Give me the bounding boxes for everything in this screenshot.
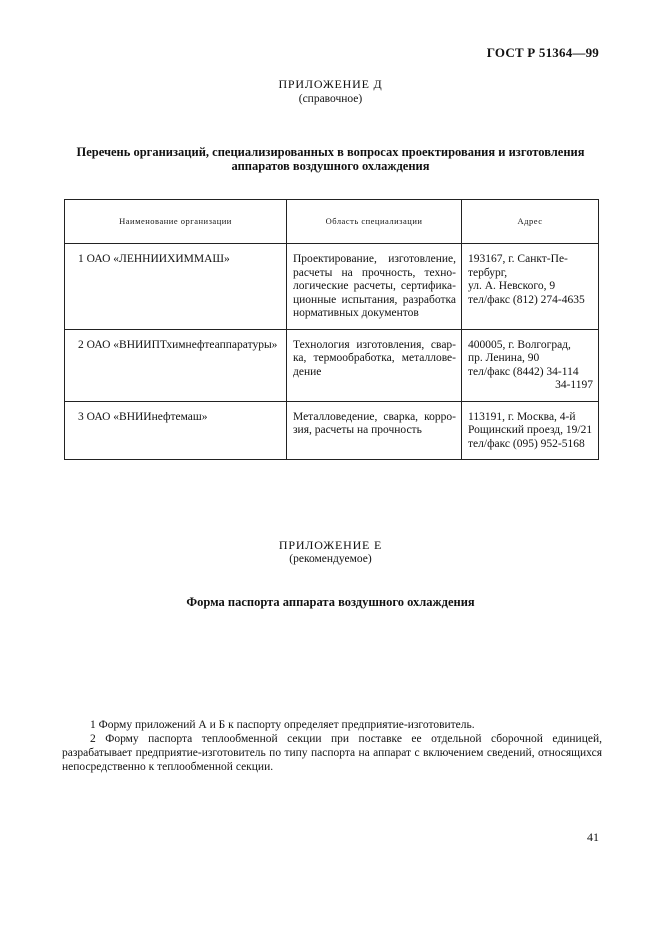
address-line: 113191, г. Москва, 4-й [468,410,576,423]
column-header-address: Адрес [462,200,599,244]
note-1: 1 Форму приложений А и Б к паспорту определяет предприятие-изготовитель. [90,719,475,731]
address-line: тербург, [468,266,508,279]
table-row [65,244,599,330]
organization-name: 3 ОАО «ВНИИнефтемаш» [65,401,287,460]
address-line: тел/факс (095) 952-5168 [468,437,585,450]
table-header-row [65,200,599,244]
appendix-d-heading-line2: аппаратов воздушного охлаждения [231,159,430,173]
address [462,329,599,401]
note-2: 2 Форму паспорта теплообменной секции при поставке ее отдельной сборочной единицей, разрабатывает предприятие-изготовитель по типу паспорта на аппарат с включением сведений, относящихся непосредственно к теплообменной секции. [62,733,602,773]
table-row [65,401,599,460]
table-row [65,329,599,401]
address-line: 34-1197 [555,379,593,391]
specialization: Металловедение, сварка, корро-зия, расчеты на прочность [287,401,462,460]
address [462,401,599,460]
column-header-field: Область специализации [287,200,462,244]
organizations-table [64,199,599,460]
standard-header: ГОСТ Р 51364—99 [486,45,599,60]
organization-name: 2 ОАО «ВНИИПТхимнефтеаппаратуры» [65,329,287,401]
column-header-name: Наименование организации [65,200,287,244]
appendix-e-heading: Форма паспорта аппарата воздушного охлаждения [186,595,475,609]
appendix-d-title: ПРИЛОЖЕНИЕ Д [278,77,383,91]
specialization: Технология изготовления, свар-ка, термообработка, металлове-дение [287,329,462,401]
address-line: тел/факс (8442) 34-114 [468,365,579,378]
address [462,244,599,330]
organization-name: 1 ОАО «ЛЕННИИХИММАШ» [65,244,287,330]
address-line: 400005, г. Волгоград, [468,338,571,351]
appendix-d-heading-line1: Перечень организаций, специализированных в вопросах проектирования и изготовления [76,145,585,159]
address-line: Рощинский проезд, 19/21 [468,424,593,436]
appendix-d-status: (справочное) [298,93,363,105]
address-line: 193167, г. Санкт-Пе- [468,253,568,265]
specialization: Проектирование, изготовление, расчеты на прочность, техно-логические расчеты, сертифика-ционные испытания, разработка нормативных документов [287,244,462,330]
appendix-e-status: (рекомендуемое) [289,553,372,565]
address-line: тел/факс (812) 274-4635 [468,293,585,306]
notes [62,718,602,774]
address-line: пр. Ленина, 90 [468,352,540,364]
page-number: 41 [587,830,599,844]
appendix-e-title: ПРИЛОЖЕНИЕ Е [278,538,383,552]
address-line: ул. А. Невского, 9 [468,280,556,292]
